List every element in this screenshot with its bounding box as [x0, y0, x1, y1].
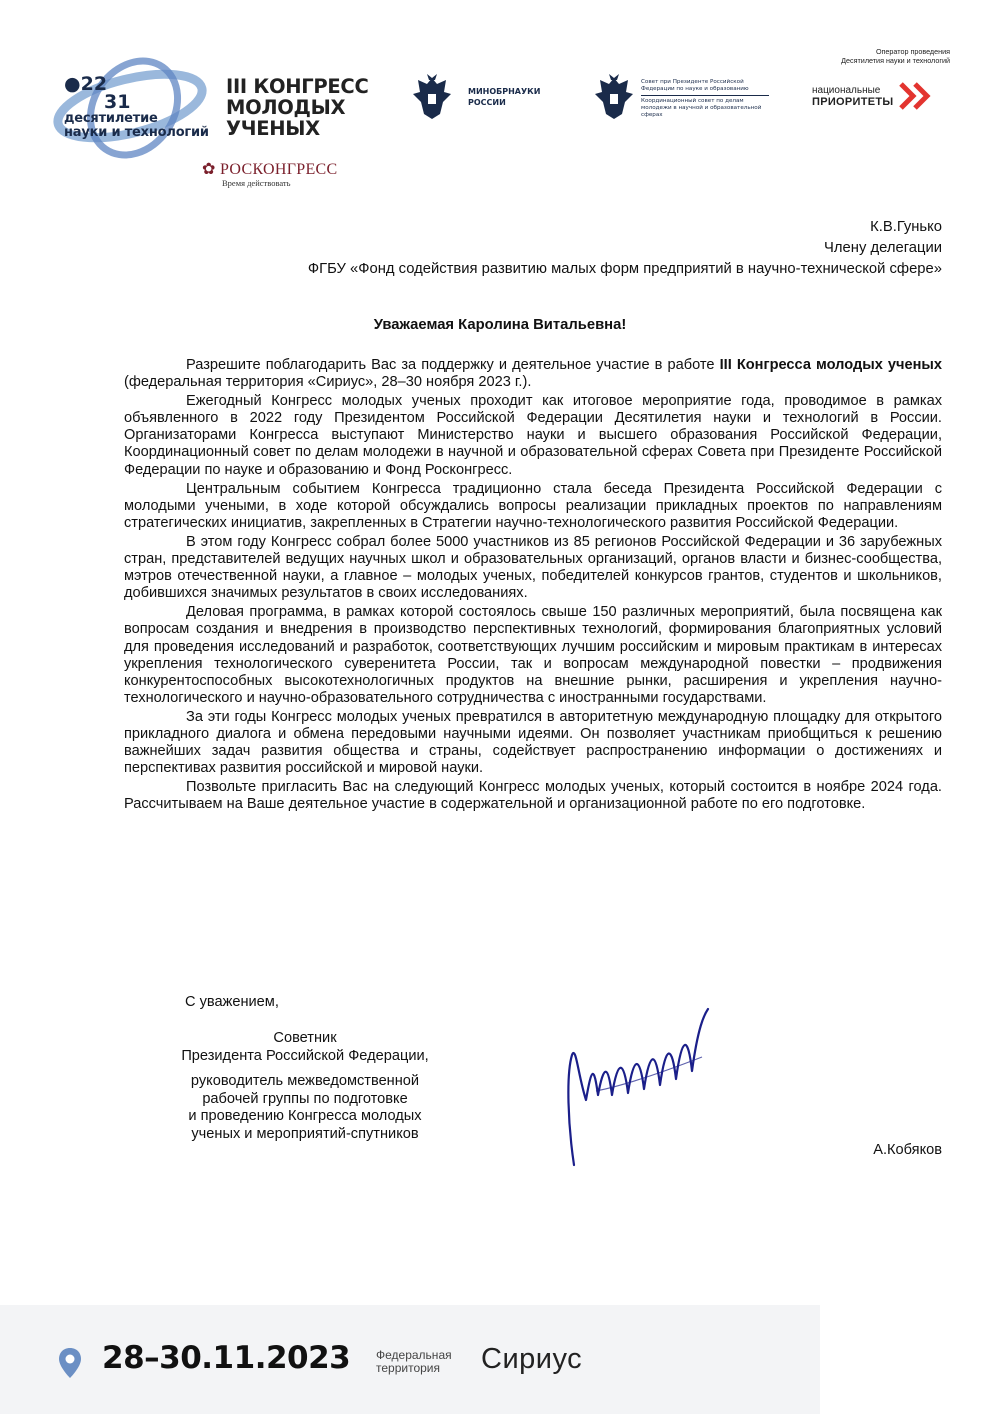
p1-bold: III Конгресса молодых ученых — [719, 357, 942, 373]
council-divider — [641, 95, 769, 96]
np-line2: ПРИОРИТЕТЫ — [812, 95, 894, 108]
signer-role — [130, 1030, 480, 1143]
paragraph-5: Деловая программа, в рамках которой состоялось свыше 150 различных мероприятий, была посвящена как вопросам создания и внедрения в производство перспективных технологий, формирования благоприятных условий для проведения исследований и разработок, соответствующих лучшим российским и мировым практикам в интересах укрепления технологического суверенитета России, так и вопросам международной повестки – продвижения конкурентоспособных высокотехнологичных продуктов на внешние рынки, расширения и укрепления научно-технологического и научно-образовательного сотрудничества с иностранными государствами. — [124, 604, 942, 706]
council-label — [641, 79, 769, 119]
council-top: Совет при Президенте Российской Федерации по науке и образованию — [641, 79, 749, 92]
addressee-block — [308, 217, 942, 280]
national-priorities-logo — [812, 80, 935, 112]
role-line1: Советник — [273, 1030, 337, 1046]
role-line3: руководитель межведомственной — [190, 1073, 420, 1089]
ministry-label — [468, 86, 540, 108]
ministry-line1: МИНОБРНАУКИ — [468, 87, 541, 96]
addressee-role: Члену делегации — [824, 240, 942, 256]
congress-logo — [226, 76, 368, 139]
np-arrows-icon — [897, 80, 935, 112]
role-line6: ученых и мероприятий-спутников — [191, 1125, 419, 1142]
roscongress-logo — [202, 162, 338, 189]
territory-line1: Федеральная — [376, 1348, 452, 1362]
decade-dot-icon: ● — [64, 73, 81, 95]
decade-num2: 31 — [104, 91, 131, 113]
signer-name: А.Кобяков — [873, 1142, 942, 1158]
congress-line1: III КОНГРЕСС — [226, 75, 369, 98]
role-line5: и проведению Конгресса молодых — [188, 1108, 422, 1124]
paragraph-3: Центральным событием Конгресса традиционно стала беседа Президента Российской Федерации с молодыми учеными, в ходе которой обсуждались вопросы реализации прикладных проектов по направлениям стратегических инициатив, закрепленных в Стратегии научно-технологического развития Российской Федерации. — [124, 480, 942, 531]
city-name: Сириус — [481, 1343, 583, 1375]
paragraph-1 — [124, 357, 942, 391]
paragraph-2: Ежегодный Конгресс молодых ученых проходит как итоговое мероприятие года, проводимое в рамках объявленного в 2022 году Президентом Российской Федерации Десятилетия науки и технологий в России. Организаторами Конгресса выступают Министерство науки и высшего образования Российской Федерации, Координационный совет по делам молодежи в научной и образовательной сферах Совета при Президенте Российской Федерации по науке и образованию и Фонд Росконгресс. — [124, 393, 942, 478]
paragraph-4: В этом году Конгресс собрал более 5000 участников из 85 регионов Российской Федерации и 36 зарубежных стран, представителей ведущих научных школ и образовательных организаций, органов власти и бизнес-сообщества, мэтров отечественной науки, а главное – молодых ученых, победителей конкурсов грантов, студентов и школьников, добившихся значимых результатов в своих исследованиях. — [124, 533, 942, 602]
territory-line2: территория — [376, 1361, 440, 1375]
operator-label — [790, 47, 950, 65]
role-line4: рабочей группы по подготовке — [202, 1090, 408, 1107]
event-dates: 28–30.11.2023 — [102, 1340, 351, 1376]
territory-label — [376, 1349, 452, 1375]
russian-eagle-icon — [410, 72, 454, 122]
roscongress-name: РОСКОНГРЕСС — [220, 161, 338, 178]
paragraph-6: За эти годы Конгресс молодых ученых превратился в авторитетную международную площадку для открытого прикладного диалога и обмена передовыми научными идеями. Он позволяет участникам приобщиться к решению важнейших задач развития общества и страны, содействует распространению информации о достижениях и перспективах развития российской и мировой науки. — [124, 708, 942, 777]
salutation: Уважаемая Каролина Витальевна! — [373, 317, 627, 333]
paragraph-7: Позвольте пригласить Вас на следующий Конгресс молодых ученых, который состоится в ноябре 2024 года. Рассчитываем на Ваше деятельное участие в содержательной и организационной работе по его подготовке. — [124, 779, 942, 813]
decade-line1: десятилетие — [64, 111, 158, 126]
p1-end: (федеральная территория «Сириус», 28–30 ноября 2023 г.). — [124, 374, 532, 391]
location-pin-icon — [58, 1347, 82, 1379]
decade-logo-text — [64, 74, 214, 140]
decade-num1: 22 — [80, 73, 108, 95]
operator-line2: Десятилетия науки и технологий — [841, 56, 950, 65]
council-bottom: Координационный совет по делам молодежи в научной и образовательной сферах — [641, 98, 762, 118]
congress-line3: УЧЕНЫХ — [226, 117, 320, 140]
role-line2: Президента Российской Федерации, — [181, 1047, 429, 1064]
russian-eagle-icon — [592, 72, 636, 122]
congress-line2: МОЛОДЫХ — [226, 96, 346, 119]
addressee-name: К.В.Гунько — [870, 219, 942, 235]
decade-line2: науки и технологий — [64, 125, 209, 140]
p1-start: Разрешите поблагодарить Вас за поддержку и деятельное участие в работе — [186, 357, 720, 373]
roscongress-tagline: Время действовать — [222, 178, 291, 188]
handwritten-signature — [566, 1005, 726, 1170]
regards: С уважением, — [185, 994, 279, 1010]
letter-body — [124, 357, 942, 815]
operator-line1: Оператор проведения — [875, 47, 950, 56]
np-line1: национальные — [812, 84, 881, 96]
roscongress-flower-icon: ✿ — [202, 161, 216, 178]
ministry-line2: РОССИИ — [468, 98, 506, 107]
addressee-org: ФГБУ «Фонд содействия развитию малых форм предприятий в научно-технической сфере» — [307, 261, 942, 277]
